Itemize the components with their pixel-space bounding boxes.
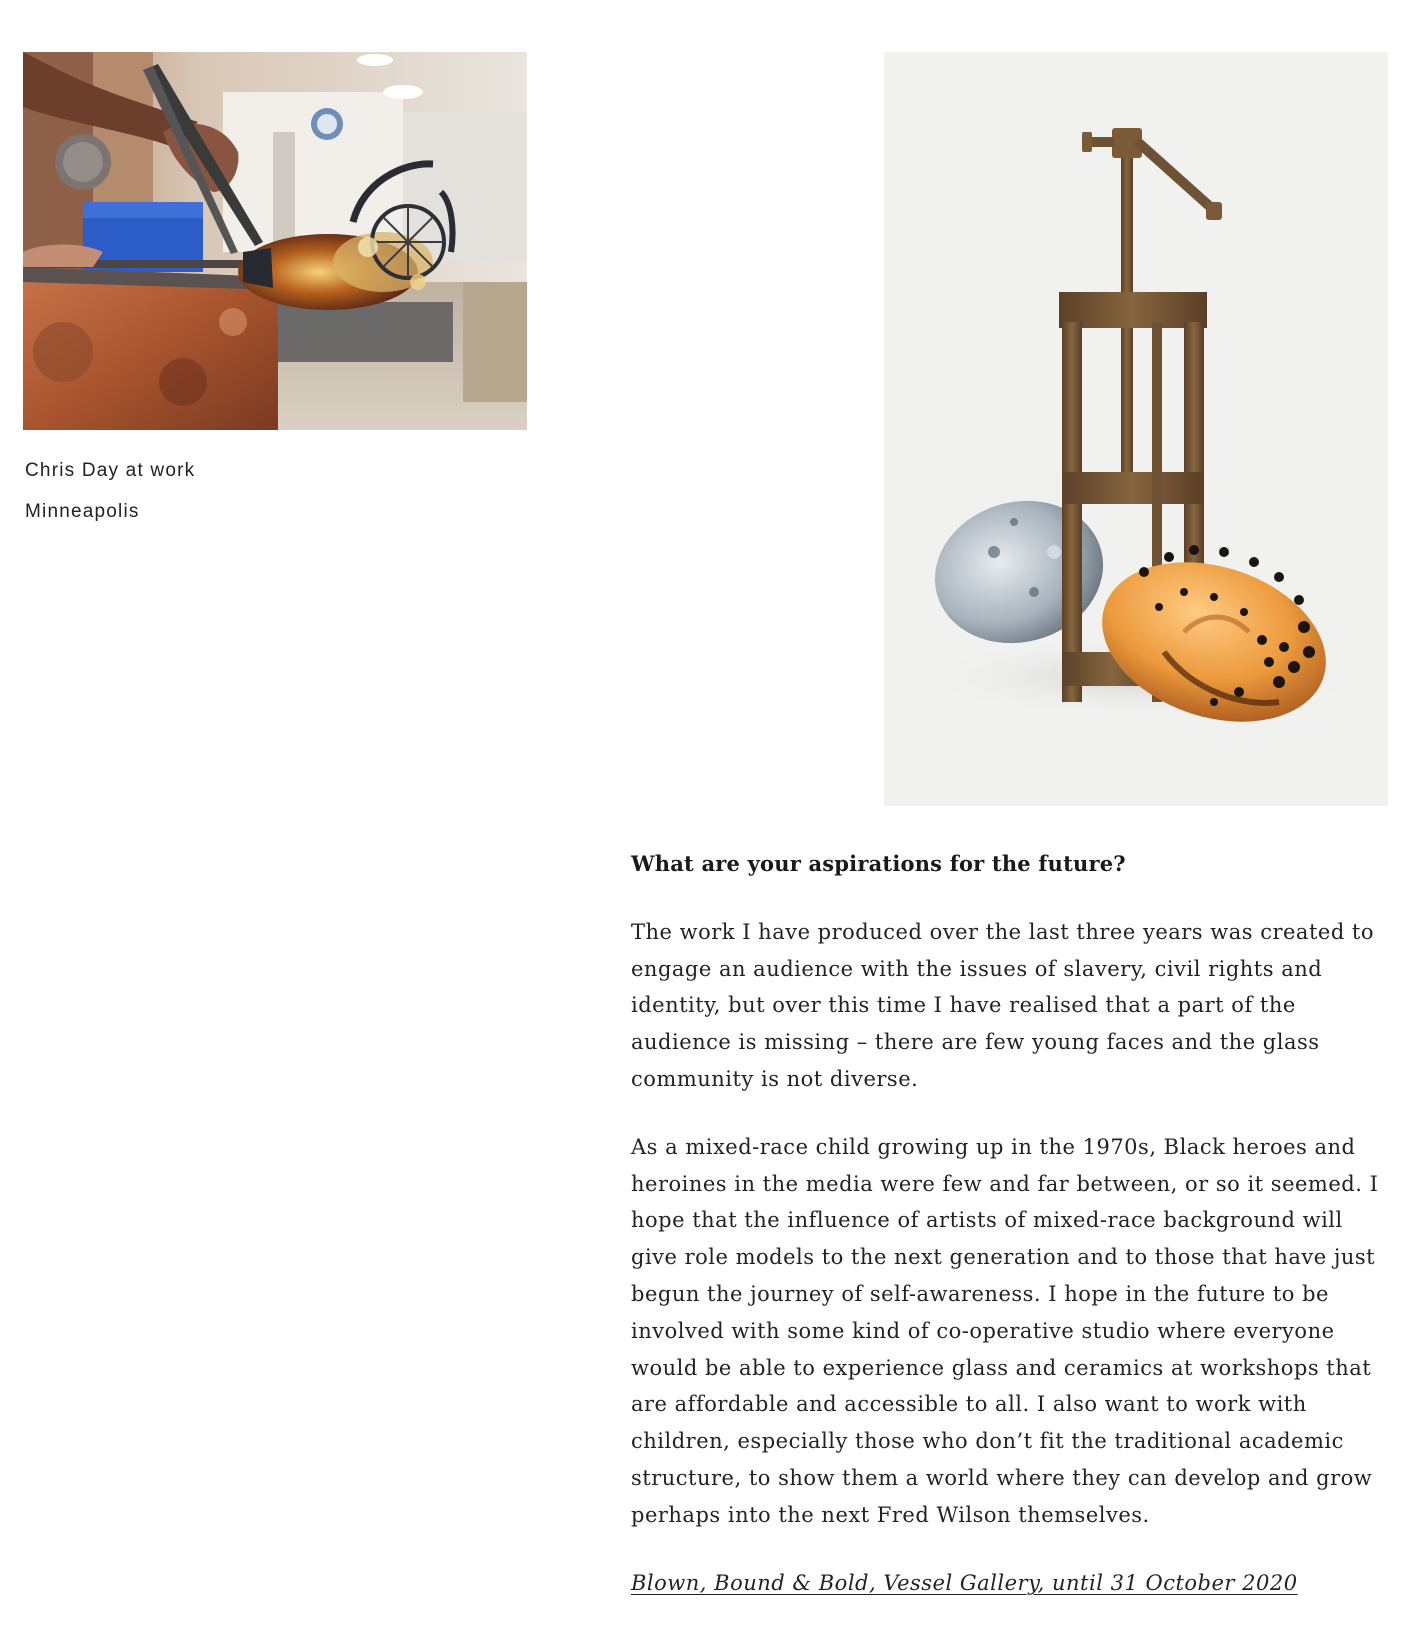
- caption-title: Chris Day at work: [25, 460, 196, 481]
- answer-paragraph-2: As a mixed-race child growing up in the 1970s, Black heroes and heroines in the media were few and far between, or so it seemed. I hope that the influence of artists of mixed-race background will give role models to the next generation and to those that have just begun the journey of self-awareness. I hope in the future to be involved with some kind of co-operative studio where everyone would be able to experience glass and ceramics at workshops that are affordable and accessible to all. I also want to work with children, especially those who don’t fit the traditional academic structure, to show them a world where they can develop and grow perhaps into the next Fred Wilson themselves.: [631, 1134, 1379, 1527]
- answer-paragraph-1: The work I have produced over the last three years was created to engage an audience with the issues of slavery, civil rights and identity, but over this time I have realised that a part of the audience is missing – there are few young faces and the glass community is not diverse.: [631, 919, 1375, 1091]
- interview-section: [631, 846, 1393, 1632]
- figure-caption: [23, 450, 527, 532]
- exhibition-link[interactable]: Blown, Bound & Bold, Vessel Gallery, until 31 October 2020: [631, 1570, 1298, 1595]
- photo-sculpture-press: [884, 52, 1388, 806]
- photo-chris-day-at-work: [23, 52, 527, 430]
- question-heading: What are your aspirations for the future?: [631, 851, 1126, 876]
- caption-location: Minneapolis: [25, 501, 140, 522]
- figure-chris-day: [23, 52, 527, 532]
- exhibition-info: [631, 1565, 1393, 1602]
